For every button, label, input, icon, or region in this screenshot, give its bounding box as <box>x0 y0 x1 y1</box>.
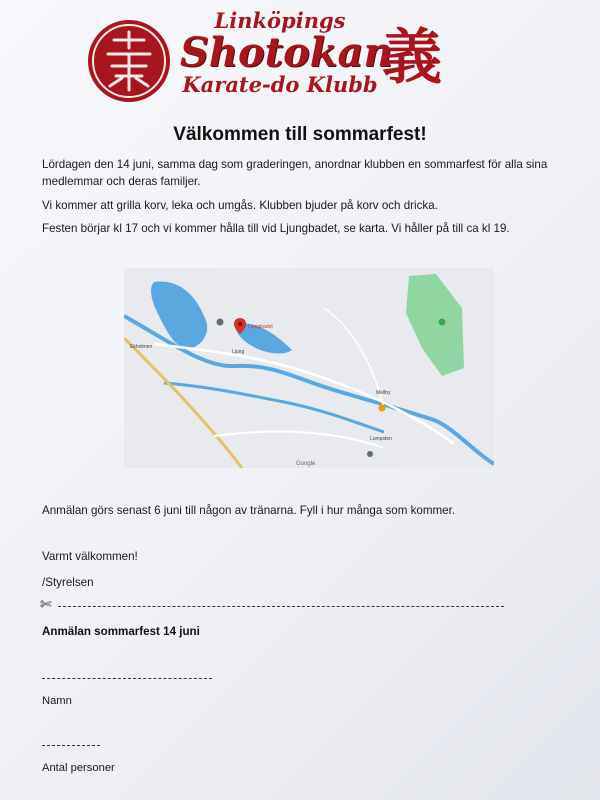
scissors-icon: ✄ <box>40 596 52 612</box>
park-marker-icon <box>439 319 446 326</box>
signup-instructions: Anmälan görs senast 6 juni till någon av tränarna. Fyll i hur många som kommer. <box>42 504 456 517</box>
map-label-place2: Ljung <box>232 349 245 355</box>
closing-greeting: Varmt välkommen! <box>42 550 138 563</box>
name-label: Namn <box>42 695 72 707</box>
signature: /Styrelsen <box>42 576 94 589</box>
map-marker-icon <box>217 319 224 326</box>
paragraph-intro: Lördagen den 14 juni, samma dag som graderingen, anordnar klubben en sommarfest för alla sina medlemmar och deras familjer. <box>42 158 548 188</box>
map-label-pin: Ljungbadet <box>248 324 273 330</box>
count-field-line[interactable] <box>42 745 100 746</box>
transit-marker-icon <box>367 451 373 457</box>
poi-marker-icon <box>379 405 386 412</box>
logo-kanji: 義 <box>382 23 442 93</box>
logo-city: Linköpings <box>214 8 346 33</box>
logo-name: Shotokan <box>180 29 393 76</box>
club-logo-emblem <box>86 18 172 104</box>
logo-subtitle: Karate-do Klubb <box>182 72 378 97</box>
name-field-line[interactable] <box>42 678 212 679</box>
map-attribution: Google <box>296 461 316 467</box>
paragraph-activities: Vi kommer att grilla korv, leka och umgås. Klubben bjuder på korv och dricka. <box>42 199 438 212</box>
map-label-place4: Lumpsten <box>370 436 392 442</box>
cut-line <box>40 598 510 614</box>
count-label: Antal personer <box>42 762 115 774</box>
location-map <box>124 268 494 468</box>
dashed-divider <box>58 606 504 607</box>
paragraph-time-place: Festen börjar kl 17 och vi kommer hålla till vid Ljungbadet, se karta. Vi håller på till ca kl 19. <box>42 222 510 235</box>
map-label-place1: Ekholmen <box>130 344 153 350</box>
form-heading: Anmälan sommarfest 14 juni <box>42 625 200 638</box>
map-label-place3: Mellby <box>376 390 391 396</box>
page-title: Välkommen till sommarfest! <box>173 124 427 145</box>
club-logo-wordmark <box>180 8 393 110</box>
